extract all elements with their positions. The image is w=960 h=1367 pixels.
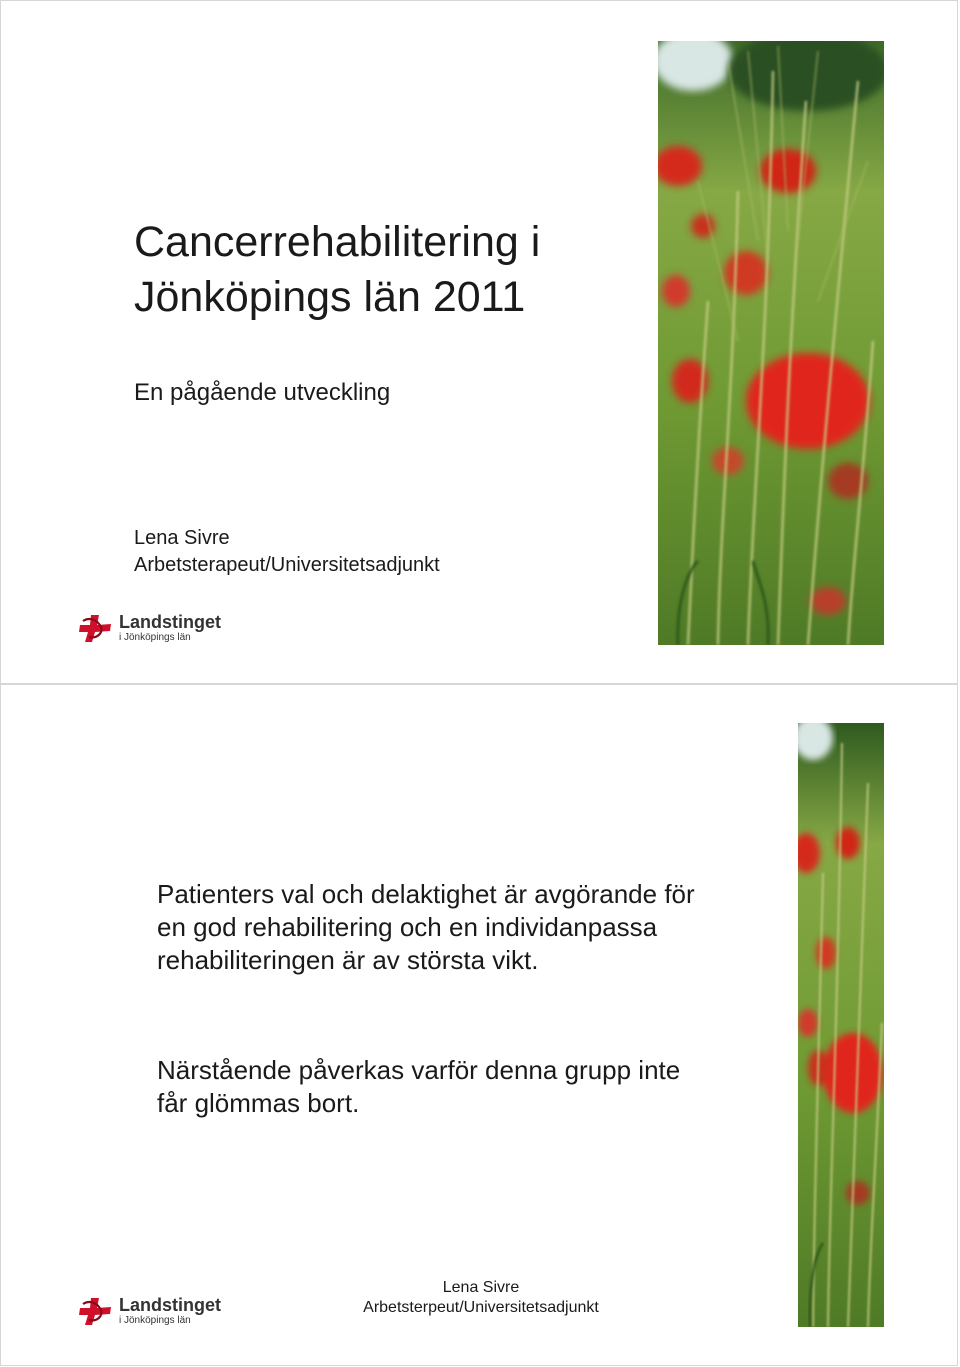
landstinget-logo-icon bbox=[77, 613, 113, 643]
author-role: Arbetsterapeut/Universitetsadjunkt bbox=[134, 554, 440, 576]
slide-title bbox=[0, 0, 958, 684]
poppy-field-photo bbox=[658, 41, 884, 645]
footer-name: Lena Sivre bbox=[442, 1279, 520, 1296]
logo-line-1: Landstinget bbox=[119, 1295, 221, 1315]
landstinget-logo-icon bbox=[77, 1296, 113, 1326]
slide-footer bbox=[341, 1278, 621, 1318]
body-paragraph-1: Patienters val och delaktighet är avgörande för en god rehabilitering och en individanpassa rehabiliteringen är av största vikt. bbox=[157, 879, 695, 975]
footer-role: Arbetsterpeut/Universitetsadjunkt bbox=[363, 1299, 599, 1316]
poppy-field-image bbox=[658, 41, 884, 645]
slide-content bbox=[0, 684, 958, 1366]
body-paragraph-2: Närstående påverkas varför denna grupp inte får glömmas bort. bbox=[157, 1055, 681, 1118]
logo-line-2: i Jönköpings län bbox=[119, 632, 191, 643]
logo-line-1: Landstinget bbox=[119, 612, 221, 632]
author-name: Lena Sivre bbox=[134, 527, 230, 549]
landstinget-logo bbox=[77, 613, 221, 643]
logo-line-2: i Jönköpings län bbox=[119, 1315, 191, 1326]
slide-title-heading: Cancerrehabilitering i Jönköpings län 2011 bbox=[134, 218, 541, 321]
poppy-strip-photo bbox=[798, 723, 884, 1327]
landstinget-logo bbox=[77, 1296, 221, 1326]
poppy-strip-image bbox=[798, 723, 884, 1327]
author-block bbox=[134, 525, 440, 579]
slide-subtitle: En pågående utveckling bbox=[134, 379, 391, 406]
